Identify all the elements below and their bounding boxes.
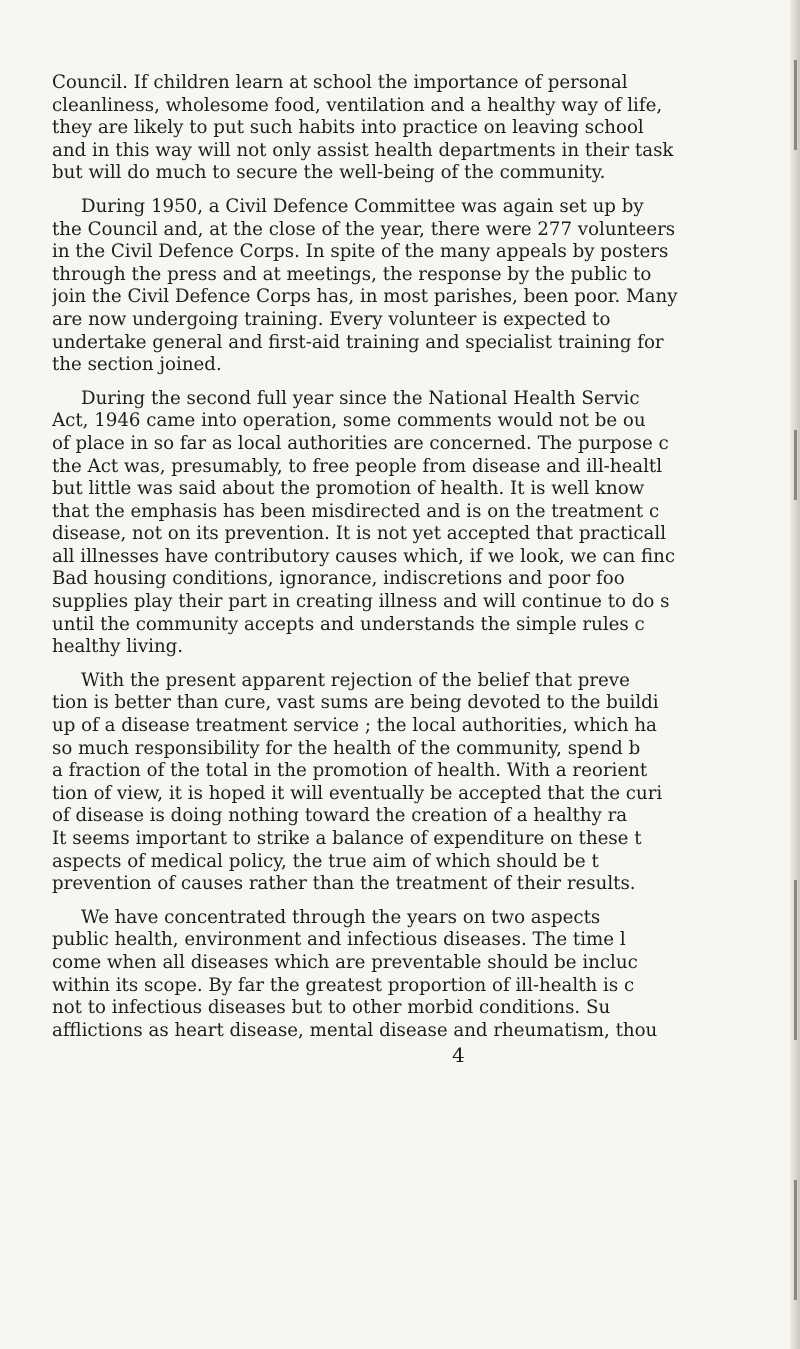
text-line: supplies play their part in creating illness and will continue to do s [52, 591, 670, 613]
text-line: but will do much to secure the well-being of the community. [52, 162, 606, 184]
text-line: but little was said about the promotion of health. It is well know [52, 478, 645, 500]
text-line: join the Civil Defence Corps has, in most parishes, been poor. Many [52, 286, 678, 308]
text-line: With the present apparent rejection of the belief that preve [81, 669, 630, 691]
binding-shadow-mark [794, 60, 797, 150]
text-line: tion is better than cure, vast sums are being devoted to the buildi [52, 692, 659, 714]
body-text [52, 72, 794, 1053]
text-line: they are likely to put such habits into practice on leaving school [52, 117, 644, 139]
paragraph [52, 670, 794, 896]
text-line: Council. If children learn at school the importance of personal [52, 72, 628, 93]
text-line: public health, environment and infectious diseases. The time l [52, 929, 626, 951]
text-line: Act, 1946 came into operation, some comments would not be ou [52, 410, 646, 432]
binding-shadow-mark [794, 1180, 797, 1300]
text-line: disease, not on its prevention. It is not yet accepted that practicall [52, 523, 667, 545]
page-number: 4 [452, 1043, 465, 1067]
text-line: healthy living. [52, 636, 184, 658]
text-line: through the press and at meetings, the response by the public to [52, 263, 652, 285]
text-line: afflictions as heart disease, mental disease and rheumatism, thou [52, 1019, 658, 1041]
text-line: Bad housing conditions, ignorance, indiscretions and poor foo [52, 568, 625, 590]
paragraph [52, 72, 794, 185]
text-line: so much responsibility for the health of the community, spend b [52, 737, 641, 759]
text-line: the Council and, at the close of the year, there were 277 volunteers [52, 218, 676, 240]
text-line: within its scope. By far the greatest proportion of ill-health is c [52, 974, 635, 996]
text-line: that the emphasis has been misdirected and is on the treatment c [52, 500, 660, 522]
text-line: undertake general and first-aid training and specialist training for [52, 331, 664, 353]
binding-edge [790, 0, 800, 1349]
text-line: of place in so far as local authorities are concerned. The purpose c [52, 432, 669, 454]
text-line: During 1950, a Civil Defence Committee was again set up by [81, 195, 644, 217]
text-line: During the second full year since the National Health Servic [81, 387, 640, 409]
text-line: It seems important to strike a balance of expenditure on these t [52, 828, 642, 849]
text-line: come when all diseases which are preventable should be incluc [52, 951, 638, 973]
text-line: until the community accepts and understands the simple rules c [52, 613, 645, 635]
binding-shadow-mark [794, 880, 797, 1040]
text-line: of disease is doing nothing toward the creation of a healthy ra [52, 805, 628, 827]
binding-shadow-mark [794, 430, 797, 500]
text-line: We have concentrated through the years on two aspects [81, 906, 601, 928]
text-line: up of a disease treatment service ; the local authorities, which ha [52, 715, 657, 737]
text-line: a fraction of the total in the promotion of health. With a reorient [52, 760, 648, 782]
text-line: cleanliness, wholesome food, ventilation and a healthy way of life, [52, 94, 663, 116]
text-line: and in this way will not only assist health departments in their task [52, 139, 674, 161]
text-line: the section joined. [52, 354, 222, 376]
paragraph [52, 907, 794, 1043]
text-line: aspects of medical policy, the true aim of which should be t [52, 850, 599, 872]
text-line: the Act was, presumably, to free people from disease and ill-healtl [52, 455, 663, 477]
text-line: in the Civil Defence Corps. In spite of the many appeals by posters [52, 241, 669, 263]
text-line: all illnesses have contributory causes which, if we look, we can finc [52, 545, 676, 567]
text-line: prevention of causes rather than the treatment of their results. [52, 873, 636, 895]
text-line: not to infectious diseases but to other morbid conditions. Su [52, 997, 611, 1019]
text-line: tion of view, it is hoped it will eventually be accepted that the curi [52, 782, 663, 804]
paragraph [52, 388, 794, 659]
text-line: are now undergoing training. Every volunteer is expected to [52, 308, 611, 330]
paragraph [52, 196, 794, 377]
